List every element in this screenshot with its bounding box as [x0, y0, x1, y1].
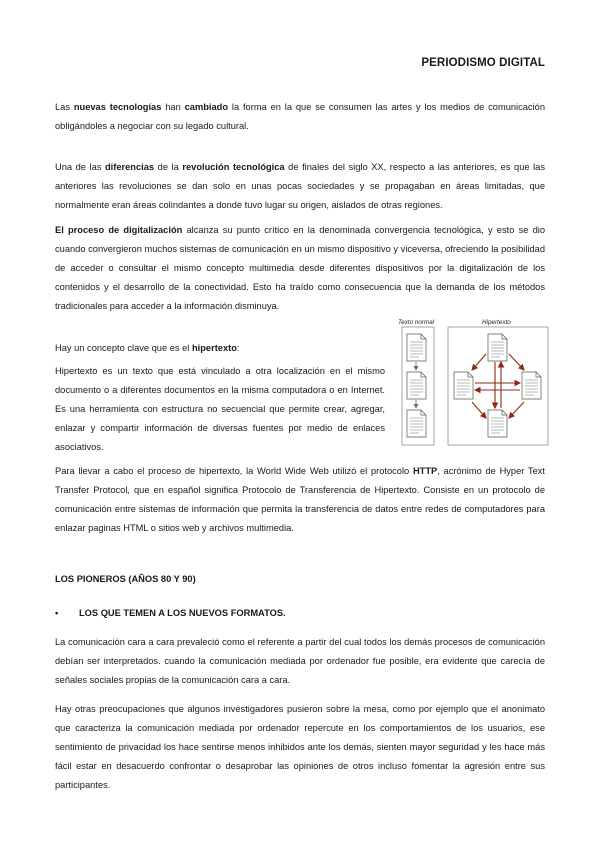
arrow-icon [509, 354, 524, 370]
text-run: : [236, 343, 240, 353]
bold-term: diferencias [104, 162, 155, 172]
doc-icon [522, 372, 541, 399]
doc-icon [488, 410, 507, 437]
arrow-icon [472, 354, 486, 370]
text-run: de la [154, 162, 183, 172]
text-run: Para llevar a cabo el proceso de hipertexto, la World Wide Web utilizó el protocolo [55, 466, 413, 476]
paragraph-revolucion-tecnologica [55, 158, 545, 215]
bullet-icon: • [55, 608, 59, 618]
doc-icon [454, 372, 473, 399]
bold-term: revolución tecnológica [182, 162, 285, 172]
doc-icon [407, 334, 426, 361]
paragraph-http [55, 462, 545, 538]
text-run: Hay un concepto clave que es el [55, 343, 192, 353]
paragraph-preocupaciones [55, 700, 545, 795]
text-run: , acrónimo de Hyper Text Transfer Protocol, que en español significa Protocolo de Transferencia de Hipertexto. Consiste en un protocolo de comunicación entre sistemas de información que permita la transferencia de datos entre redes de computadores para enlazar paginas HTML o sitios web y archivos multimedia. [55, 466, 545, 533]
text-run: han [161, 102, 185, 112]
bullet-item [55, 608, 286, 618]
paragraph-hipertexto-definicion [55, 362, 385, 457]
bold-term: nuevas tecnologías [73, 102, 162, 112]
bold-term: cambiado [184, 102, 229, 112]
paragraph-nuevas-tecnologias [55, 98, 545, 136]
page-title: PERIODISMO DIGITAL [421, 57, 545, 69]
text-run: de finales del siglo XX, respecto a las anteriores, es que las anteriores las revoluciones se dan solo en unas pocas sociedades y se propagaban en áreas limitadas, que normalmente eran áreas colindantes a donde tuvo lugar su origen, aislados de otras regiones. [55, 162, 545, 210]
bold-term: El proceso de digitalización [55, 225, 183, 235]
arrow-icon [472, 402, 486, 418]
text-run: Una de las [55, 162, 105, 172]
bold-term: hipertexto [191, 343, 237, 353]
label-texto-normal: Texto normal [398, 319, 435, 326]
text-run: Hipertexto es un texto que está vinculado a otra localización en el mismo documento o a diferentes documentos en la misma computadora o en Internet. Es una herramienta con estructura no secuencial que permite crear, agregar, enlazar y compartir información de diversas fuentes por medio de enlaces asociativos. [55, 366, 385, 452]
arrow-icon [509, 402, 524, 418]
text-run: Las [55, 102, 74, 112]
bullet-text: LOS QUE TEMEN A LOS NUEVOS FORMATOS. [79, 608, 286, 618]
text-run: la forma en la que se consumen las artes y los medios de comunicación obligándoles a negociar con su legado cultural. [55, 102, 545, 131]
doc-icon [407, 372, 426, 399]
diagram-graphic [392, 316, 552, 448]
bold-term: HTTP [412, 466, 438, 476]
text-run: alcanza su punto crítico en la denominada convergencia tecnológica, y esto se dio cuando convergieron muchos sistemas de comunicación en un mismo dispositivo y viceversa, ofreciendo la posibilidad de acceder o consultar el mismo concepto multimedia desde diferentes dispositivos por la digitalización de los contenidos y el desarrollo de la conectividad. Esto ha traído como consecuencia que la demanda de los métodos tradicionales para acceder a la información disminuya. [55, 225, 546, 311]
text-run: La comunicación cara a cara prevaleció como el referente a partir del cual todos los demás procesos de comunicación debían ser interpretados. cuando la comunicación mediada por ordenador fue posible, era evidente que carecía de señales sociales propias de la comunicación cara a cara. [55, 637, 545, 685]
paragraph-digitalizacion [55, 221, 545, 316]
section-heading-pioneros: LOS PIONEROS (AÑOS 80 Y 90) [55, 574, 196, 584]
paragraph-cara-a-cara [55, 633, 545, 690]
doc-icon [407, 410, 426, 437]
text-run: Hay otras preocupaciones que algunos investigadores pusieron sobre la mesa, como por ejemplo que el anonimato que caracteriza la comunicación mediada por ordenador repercute en los comportamientos de los usuarios, ese sentimiento de privacidad los hace sentirse menos inhibidos ante los demás, sienten mayor seguridad y les hace más fácil estar en desacuerdo confrontar o desaprobar las opiniones de otros incluso fomentar la agresión entre sus participantes. [55, 704, 545, 790]
paragraph-concepto-clave [55, 339, 385, 358]
label-hipertexto: Hipertexto [482, 319, 511, 326]
doc-icon [488, 334, 507, 361]
hypertext-diagram [392, 316, 552, 448]
